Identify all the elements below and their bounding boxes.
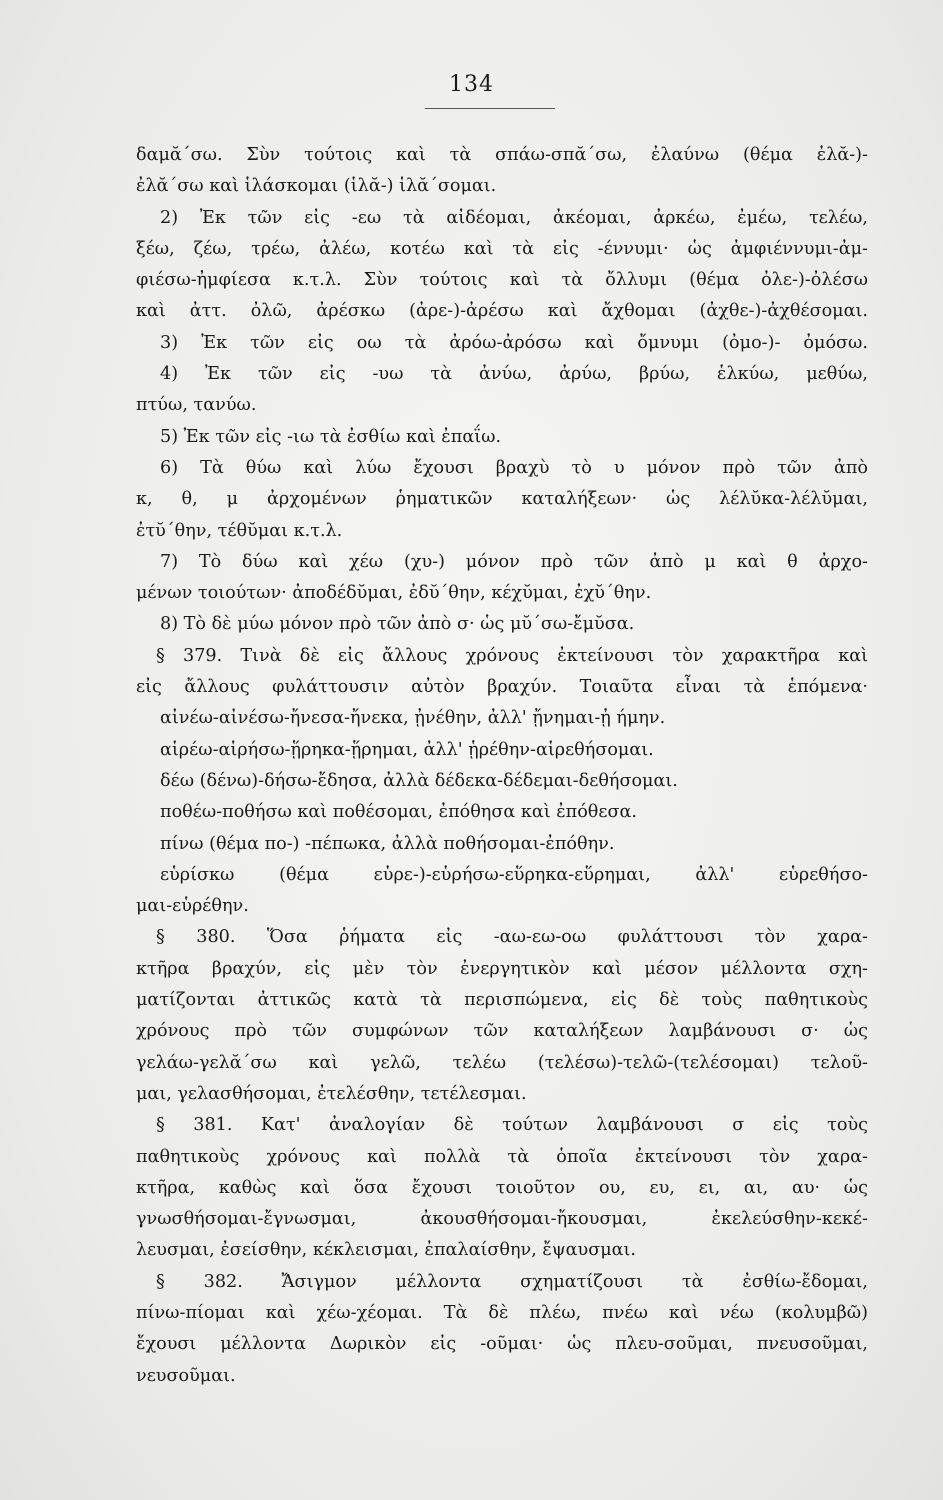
text-line: αἱρέω-αἱρήσω-ᾕρηκα-ᾕρημαι, ἀλλ' ᾑρέθην-αἱρεθήσομαι. (160, 739, 654, 760)
text-line: αἰνέω-αἰνέσω-ἤνεσα-ἤνεκα, ᾐνέθην, ἀλλ' ᾔνημαι-ᾐ ήμην. (160, 708, 666, 729)
body-text (136, 140, 868, 1392)
text-line: ἔχουσι μέλλοντα Δωρικὸν εἰς -οῦμαι· ὡς πλευ-σοῦμαι, πνευσοῦμαι, (136, 1334, 868, 1355)
text-line: § 379. Τινὰ δὲ εἰς ἄλλους χρόνους ἐκτείνουσι τὸν χαρακτῆρα καὶ (156, 645, 868, 666)
text-line: εἰς ἄλλους φυλάττουσιν αὐτὸν βραχύν. Τοιαῦτα εἶναι τὰ ἑπόμενα· (136, 677, 868, 698)
text-line: καὶ ἀττ. ὀλῶ, ἀρέσκω (ἀρε-)-ἀρέσω καὶ ἄχθομαι (ἀχθε-)-ἀχθέσομαι. (136, 301, 868, 322)
text-line: πτύω, τανύω. (136, 395, 257, 416)
text-line: εὑρίσκω (θέμα εὑρε-)-εὑρήσω-εὕρηκα-εὕρημαι, ἀλλ' εὑρεθήσο- (160, 864, 868, 885)
text-line: λευσμαι, ἐσείσθην, κέκλεισμαι, ἐπαλαίσθην, ἔψαυσμαι. (136, 1240, 637, 1261)
text-line: 5) Ἐκ τῶν εἰς -ιω τὰ ἐσθίω καὶ ἐπαΐω. (160, 426, 502, 447)
text-line: φιέσω-ἠμφίεσα κ.τ.λ. Σὺν τούτοις καὶ τὰ ὄλλυμι (θέμα ὀλε-)-ὀλέσω (136, 270, 868, 291)
text-line: πίνω-πίομαι καὶ χέω-χέομαι. Τὰ δὲ πλέω, πνέω καὶ νέω (κολυμβῶ) (136, 1302, 868, 1323)
text-line: ξέω, ζέω, τρέω, ἀλέω, κοτέω καὶ τὰ εἰς -έννυμι· ὡς ἀμφιέννυμι-ἀμ- (136, 238, 868, 259)
text-line: μαι-εὑρέθην. (136, 896, 249, 917)
page-number: 134 (449, 72, 494, 97)
text-line: § 380. Ὅσα ῥήματα εἰς -αω-εω-οω φυλάττουσι τὸν χαρα- (156, 927, 868, 948)
text-line: § 381. Κατ' ἀναλογίαν δὲ τούτων λαμβάνουσι σ εἰς τοὺς (156, 1115, 868, 1136)
text-line: 6) Τὰ θύω καὶ λύω ἔχουσι βραχὺ τὸ υ μόνον πρὸ τῶν ἀπὸ (160, 457, 868, 478)
text-line: 7) Τὸ δύω καὶ χέω (χυ-) μόνον πρὸ τῶν ἀπὸ μ καὶ θ ἀρχο- (160, 551, 868, 572)
text-line: γελάω-γελᾰ΄σω καὶ γελῶ, τελέω (τελέσω)-τελῶ-(τελέσομαι) τελοῦ- (136, 1052, 868, 1073)
header-rule (425, 108, 555, 109)
text-line: δέω (δένω)-δήσω-ἔδησα, ἀλλὰ δέδεκα-δέδεμαι-δεθήσομαι. (160, 770, 678, 791)
text-line: μένων τοιούτων· ἀποδέδῠμαι, ἐδῠ΄θην, κέχῠμαι, ἐχῠ΄θην. (136, 583, 652, 604)
text-line: δαμᾰ΄σω. Σὺν τούτοις καὶ τὰ σπάω-σπᾰ΄σω, ἐλαύνω (θέμα ἐλᾰ-)- (136, 145, 868, 165)
text-line: νευσοῦμαι. (136, 1365, 236, 1386)
text-line: κτῆρα, καθὼς καὶ ὅσα ἔχουσι τοιοῦτον ου, ευ, ει, αι, αυ· ὡς (136, 1177, 868, 1198)
text-line: ἐτῠ΄θην, τέθῠμαι κ.τ.λ. (136, 520, 343, 541)
text-line: μαι, γελασθήσομαι, ἐτελέσθην, τετέλεσμαι. (136, 1083, 527, 1104)
text-line: γνωσθήσομαι-ἔγνωσμαι, ἀκουσθήσομαι-ἤκουσμαι, ἐκελεύσθην-κεκέ- (136, 1209, 868, 1230)
text-line: ματίζονται ἀττικῶς κατὰ τὰ περισπώμενα, εἰς δὲ τοὺς παθητικοὺς (136, 990, 868, 1011)
text-line: ἐλᾰ΄σω καὶ ἱλάσκομαι (ἱλᾰ-) ἱλᾰ΄σομαι. (136, 176, 497, 197)
text-line: κτῆρα βραχύν, εἰς μὲν τὸν ἐνεργητικὸν καὶ μέσον μέλλοντα σχη- (136, 958, 868, 979)
text-line: 8) Τὸ δὲ μύω μόνον πρὸ τῶν ἀπὸ σ· ὡς μῠ΄σω-ἔμῠσα. (160, 614, 635, 635)
text-line: 3) Ἐκ τῶν εἰς οω τὰ ἀρόω-ἀρόσω καὶ ὄμνυμι (ὀμο-)- ὀμόσω. (160, 332, 868, 353)
text-line: 2) Ἐκ τῶν εἰς -εω τὰ αἰδέομαι, ἀκέομαι, ἀρκέω, ἐμέω, τελέω, (160, 207, 868, 228)
text-line: ποθέω-ποθήσω καὶ ποθέσομαι, ἐπόθησα καὶ ἐπόθεσα. (160, 802, 637, 823)
text-line: παθητικοὺς χρόνους καὶ πολλὰ τὰ ὁποῖα ἐκτείνουσι τὸν χαρα- (136, 1146, 868, 1167)
text-line: κ, θ, μ ἀρχομένων ῥηματικῶν καταλήξεων· ὡς λέλῠκα-λέλῠμαι, (136, 489, 868, 510)
text-line: πίνω (θέμα πο-) -πέπωκα, ἀλλὰ ποθήσομαι-ἐπόθην. (160, 833, 615, 854)
text-line: 4) Ἐκ τῶν εἰς -υω τὰ ἀνύω, ἀρύω, βρύω, ἑλκύω, μεθύω, (160, 364, 868, 385)
text-line: § 382. Ἄσιγμον μέλλοντα σχηματίζουσι τὰ ἐσθίω-ἔδομαι, (156, 1271, 868, 1292)
text-line: χρόνους πρὸ τῶν συμφώνων τῶν καταλήξεων λαμβάνουσι σ· ὡς (136, 1021, 868, 1042)
